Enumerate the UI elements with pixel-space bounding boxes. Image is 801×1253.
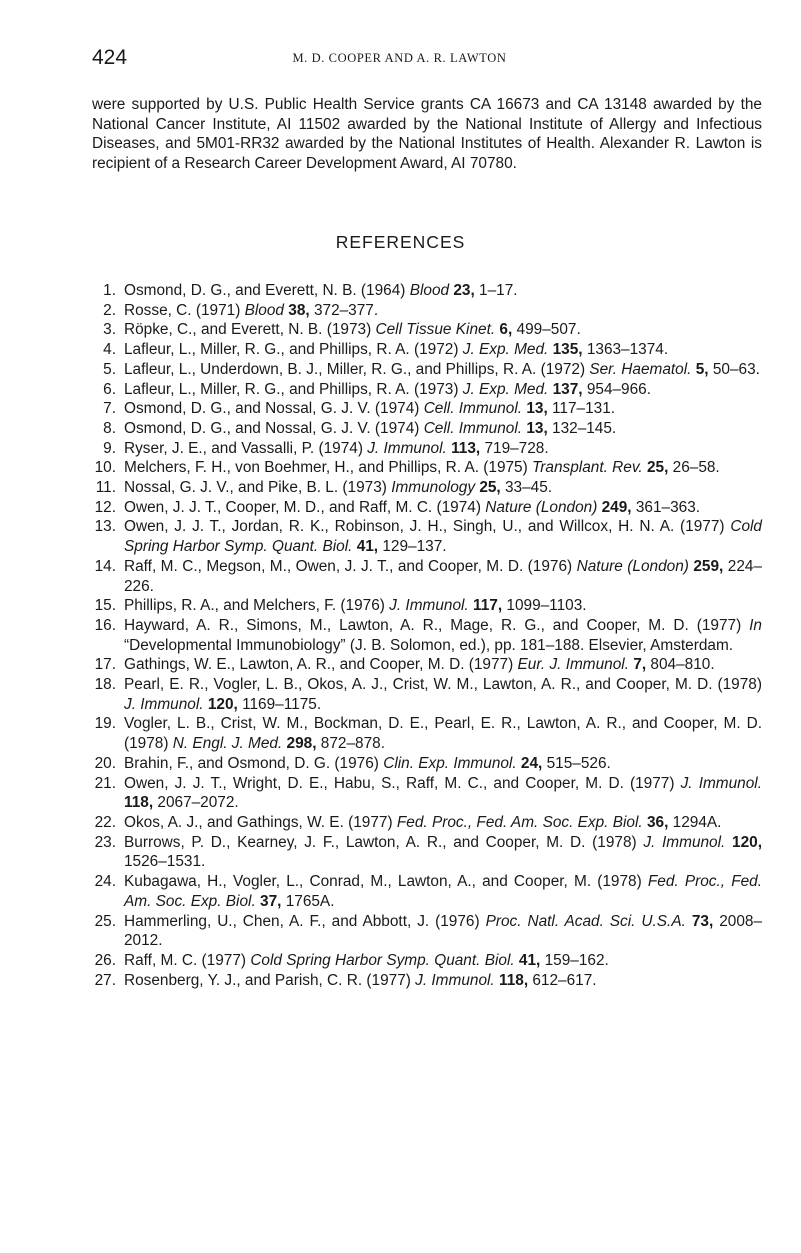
reference-pages: 129–137.	[378, 538, 447, 556]
reference-authors: Burrows, P. D., Kearney, J. F., Lawton, A. R., and Cooper, M. D. (1978)	[124, 833, 644, 851]
reference-journal: Nature (London)	[485, 498, 598, 516]
reference-text	[124, 675, 762, 714]
reference-volume: 36,	[646, 813, 669, 831]
reference-number: 14.	[94, 557, 116, 575]
reference-item	[92, 655, 762, 675]
reference-number: 21.	[94, 774, 116, 792]
reference-authors: Melchers, F. H., von Boehmer, H., and Phillips, R. A. (1975)	[124, 459, 533, 477]
reference-volume: 41,	[356, 538, 379, 556]
reference-journal: J. Exp. Med.	[462, 341, 549, 359]
reference-number: 5.	[103, 360, 116, 378]
reference-text	[124, 557, 762, 596]
reference-pages: 361–363.	[631, 498, 701, 516]
reference-pages: 26–58.	[668, 459, 720, 477]
reference-authors: Lafleur, L., Underdown, B. J., Miller, R. G., and Phillips, R. A. (1972)	[124, 360, 590, 378]
reference-journal: Cold Spring Harbor Symp. Quant. Biol.	[124, 518, 762, 556]
reference-text	[124, 714, 762, 753]
reference-authors: Pearl, E. R., Vogler, L. B., Okos, A. J., Crist, W. M., Lawton, A. R., and Cooper, M. D. (1978)	[124, 676, 762, 694]
reference-number: 16.	[94, 616, 116, 634]
reference-journal: Cell Tissue Kinet.	[375, 321, 496, 339]
reference-journal: J. Immunol.	[124, 695, 204, 713]
reference-pages: 1–17.	[474, 282, 518, 299]
reference-pages: 515–526.	[542, 754, 611, 772]
reference-text	[124, 380, 762, 400]
reference-authors: Rosenberg, Y. J., and Parish, C. R. (1977)	[124, 971, 416, 989]
reference-journal: Clin. Exp. Immunol.	[383, 754, 517, 772]
reference-number: 2.	[103, 301, 116, 319]
reference-journal: Cold Spring Harbor Symp. Quant. Biol.	[250, 951, 515, 969]
reference-journal: J. Immunol.	[643, 833, 726, 851]
reference-pages: 224–226.	[124, 557, 762, 595]
reference-text	[124, 281, 762, 301]
reference-volume: 117,	[473, 597, 503, 615]
reference-pages: “Developmental Immunobiology” (J. B. Solomon, ed.), pp. 181–188. Elsevier, Amsterdam.	[124, 636, 734, 654]
reference-journal: Fed. Proc., Fed. Am. Soc. Exp. Biol.	[124, 873, 762, 910]
reference-journal: Cell. Immunol.	[423, 400, 523, 418]
reference-journal: Nature (London)	[576, 557, 689, 575]
reference-authors: Owen, J. J. T., Jordan, R. K., Robinson, J. H., Singh, U., and Willcox, H. N. A. (1977)	[124, 518, 731, 536]
reference-journal: Proc. Natl. Acad. Sci. U.S.A.	[485, 912, 686, 930]
reference-journal: J. Immunol.	[389, 597, 469, 615]
reference-volume: 25,	[646, 459, 669, 477]
reference-authors: Phillips, R. A., and Melchers, F. (1976)	[124, 597, 390, 615]
reference-journal: In	[749, 616, 762, 634]
reference-journal: J. Immunol.	[367, 439, 447, 457]
reference-pages: 1765A.	[281, 892, 335, 910]
reference-authors: Nossal, G. J. V., and Pike, B. L. (1973)	[124, 479, 392, 497]
reference-volume: 24,	[520, 754, 543, 772]
reference-text	[124, 616, 762, 655]
reference-number: 13.	[94, 518, 116, 536]
reference-item	[92, 754, 762, 774]
reference-number: 17.	[94, 656, 116, 674]
reference-item	[92, 399, 762, 419]
reference-item	[92, 301, 762, 321]
reference-number: 25.	[94, 912, 116, 930]
reference-journal: N. Engl. J. Med.	[172, 735, 283, 753]
reference-number: 27.	[94, 971, 116, 989]
reference-pages: 2008–2012.	[124, 912, 763, 950]
reference-text	[124, 971, 762, 991]
reference-pages: 50–63.	[708, 360, 760, 378]
reference-volume: 259,	[693, 557, 724, 575]
reference-number: 11.	[95, 479, 116, 497]
reference-pages: 1526–1531.	[124, 853, 206, 871]
reference-volume: 298,	[286, 735, 317, 753]
reference-journal: Ser. Haematol.	[589, 360, 692, 378]
reference-pages: 117–131.	[547, 400, 616, 418]
reference-number: 22.	[94, 813, 116, 831]
reference-number: 19.	[94, 715, 116, 733]
reference-volume: 120,	[207, 695, 238, 713]
reference-item	[92, 419, 762, 439]
reference-item	[92, 439, 762, 459]
reference-authors: Röpke, C., and Everett, N. B. (1973)	[124, 321, 376, 339]
reference-text	[124, 340, 762, 360]
reference-text	[124, 774, 762, 813]
reference-volume: 137,	[552, 380, 583, 398]
reference-authors: Gathings, W. E., Lawton, A. R., and Cooper, M. D. (1977)	[124, 656, 518, 674]
reference-volume: 13,	[526, 400, 548, 418]
reference-authors: Okos, A. J., and Gathings, W. E. (1977)	[124, 813, 397, 831]
reference-number: 23.	[94, 833, 116, 851]
reference-number: 15.	[94, 597, 116, 615]
section-title: REFERENCES	[335, 232, 466, 252]
reference-item	[92, 380, 762, 400]
reference-volume: 38,	[288, 301, 310, 319]
reference-number: 9.	[103, 439, 116, 457]
running-head: M. D. COOPER AND A. R. LAWTON	[292, 51, 507, 65]
reference-journal: Fed. Proc., Fed. Am. Soc. Exp. Biol.	[396, 813, 643, 831]
reference-item	[92, 458, 762, 478]
reference-item	[92, 557, 762, 596]
reference-volume: 118,	[124, 794, 154, 812]
reference-volume: 135,	[552, 341, 583, 359]
reference-text	[124, 439, 762, 459]
reference-volume: 5,	[695, 360, 709, 378]
reference-text	[124, 301, 762, 321]
reference-journal: J. Immunol.	[680, 774, 762, 792]
reference-volume: 13,	[526, 419, 548, 437]
reference-text	[124, 478, 762, 498]
reference-volume: 25,	[479, 479, 501, 497]
reference-volume: 249,	[601, 498, 632, 516]
reference-authors: Hayward, A. R., Simons, M., Lawton, A. R., Mage, R. G., and Cooper, M. D. (1977)	[124, 616, 750, 634]
reference-number: 7.	[103, 400, 116, 418]
reference-item	[92, 951, 762, 971]
reference-item	[92, 912, 762, 951]
reference-volume: 41,	[518, 951, 541, 969]
reference-list	[92, 281, 762, 990]
reference-authors: Lafleur, L., Miller, R. G., and Phillips, R. A. (1972)	[124, 341, 463, 359]
reference-text	[124, 912, 762, 951]
reference-volume: 37,	[260, 892, 282, 910]
reference-journal: Transplant. Rev.	[532, 459, 643, 477]
reference-authors: Owen, J. J. T., Wright, D. E., Habu, S., Raff, M. C., and Cooper, M. D. (1977)	[124, 774, 681, 792]
reference-journal: Blood	[409, 282, 450, 299]
reference-pages: 1099–1103.	[502, 597, 587, 615]
reference-item	[92, 360, 762, 380]
reference-number: 6.	[103, 380, 116, 398]
reference-number: 10.	[94, 459, 116, 477]
reference-authors: Osmond, D. G., and Everett, N. B. (1964)	[124, 282, 410, 299]
body-paragraph: were supported by U.S. Public Health Service grants CA 16673 and CA 13148 awarded by the National Cancer Institute, AI 11502 awarded by the National Institute of Allergy and Infectious Diseases, and 5M01-RR32 awarded by the National Institutes of Health. Alexander R. Lawton is recipient of a Research Career Development Award, AI 70780.	[92, 96, 762, 173]
reference-volume: 7,	[633, 656, 647, 674]
reference-text	[124, 419, 762, 439]
reference-authors: Osmond, D. G., and Nossal, G. J. V. (1974)	[124, 419, 424, 437]
reference-authors: Hammerling, U., Chen, A. F., and Abbott, J. (1976)	[124, 912, 486, 930]
reference-text	[124, 833, 762, 872]
reference-text	[124, 813, 762, 833]
reference-pages: 1169–1175.	[237, 695, 322, 713]
reference-authors: Osmond, D. G., and Nossal, G. J. V. (1974)	[124, 400, 424, 418]
reference-number: 20.	[94, 754, 116, 772]
reference-item	[92, 281, 762, 301]
reference-authors: Rosse, C. (1971)	[124, 301, 245, 319]
reference-number: 18.	[94, 676, 116, 694]
page-number: 424	[92, 46, 128, 69]
reference-pages: 954–966.	[582, 380, 652, 398]
reference-text	[124, 517, 762, 556]
reference-item	[92, 774, 762, 813]
reference-pages: 33–45.	[500, 479, 553, 497]
reference-item	[92, 517, 762, 556]
reference-pages: 499–507.	[512, 321, 581, 339]
reference-volume: 118,	[498, 971, 529, 989]
reference-text	[124, 498, 762, 518]
reference-item	[92, 340, 762, 360]
reference-number: 12.	[94, 498, 116, 516]
reference-text	[124, 951, 762, 971]
reference-item	[92, 596, 762, 616]
reference-text	[124, 596, 762, 616]
reference-journal: Eur. J. Immunol.	[517, 656, 629, 674]
reference-number: 1.	[103, 282, 116, 299]
reference-journal: Cell. Immunol.	[423, 419, 523, 437]
reference-item	[92, 833, 762, 872]
reference-pages: 612–617.	[528, 971, 597, 989]
reference-journal: Immunology	[391, 479, 476, 497]
reference-volume: 73,	[691, 912, 714, 930]
reference-journal: Blood	[244, 301, 284, 319]
reference-text	[124, 655, 762, 675]
reference-authors: Lafleur, L., Miller, R. G., and Phillips, R. A. (1973)	[124, 380, 463, 398]
reference-journal: J. Exp. Med.	[462, 380, 549, 398]
reference-authors: Raff, M. C. (1977)	[124, 951, 251, 969]
reference-volume: 6,	[499, 321, 513, 339]
reference-volume: 120,	[732, 833, 763, 851]
reference-item	[92, 478, 762, 498]
reference-pages: 804–810.	[646, 656, 715, 674]
reference-pages: 372–377.	[309, 301, 379, 319]
reference-authors: Ryser, J. E., and Vassalli, P. (1974)	[124, 439, 368, 457]
reference-item	[92, 971, 762, 991]
reference-number: 24.	[94, 873, 116, 891]
reference-number: 8.	[103, 419, 116, 437]
reference-text	[124, 754, 762, 774]
page-header	[92, 46, 707, 70]
reference-item	[92, 498, 762, 518]
reference-pages: 1294A.	[668, 813, 722, 831]
reference-pages: 1363–1374.	[582, 341, 669, 359]
reference-text	[124, 320, 762, 340]
reference-journal: J. Immunol.	[415, 971, 495, 989]
reference-pages: 719–728.	[480, 439, 549, 457]
reference-number: 4.	[103, 341, 116, 359]
reference-authors: Owen, J. J. T., Cooper, M. D., and Raff, M. C. (1974)	[124, 498, 486, 516]
reference-volume: 113,	[451, 439, 481, 457]
reference-item	[92, 872, 762, 911]
reference-text	[124, 399, 762, 419]
reference-pages: 2067–2072.	[153, 794, 239, 812]
reference-volume: 23,	[453, 282, 475, 299]
reference-authors: Raff, M. C., Megson, M., Owen, J. J. T., and Cooper, M. D. (1976)	[124, 557, 577, 575]
reference-item	[92, 675, 762, 714]
reference-text	[124, 458, 762, 478]
reference-item	[92, 320, 762, 340]
reference-item	[92, 616, 762, 655]
reference-item	[92, 714, 762, 753]
reference-authors: Kubagawa, H., Vogler, L., Conrad, M., Lawton, A., and Cooper, M. (1978)	[124, 873, 648, 891]
reference-text	[124, 360, 762, 380]
reference-number: 3.	[103, 321, 116, 339]
reference-item	[92, 813, 762, 833]
reference-pages: 159–162.	[540, 951, 609, 969]
reference-pages: 132–145.	[547, 419, 617, 437]
reference-authors: Brahin, F., and Osmond, D. G. (1976)	[124, 754, 384, 772]
reference-text	[124, 872, 762, 911]
reference-pages: 872–878.	[316, 735, 385, 753]
reference-authors: Vogler, L. B., Crist, W. M., Bockman, D. E., Pearl, E. R., Lawton, A. R., and Cooper, M. D. (1978)	[124, 715, 762, 753]
reference-number: 26.	[94, 951, 116, 969]
